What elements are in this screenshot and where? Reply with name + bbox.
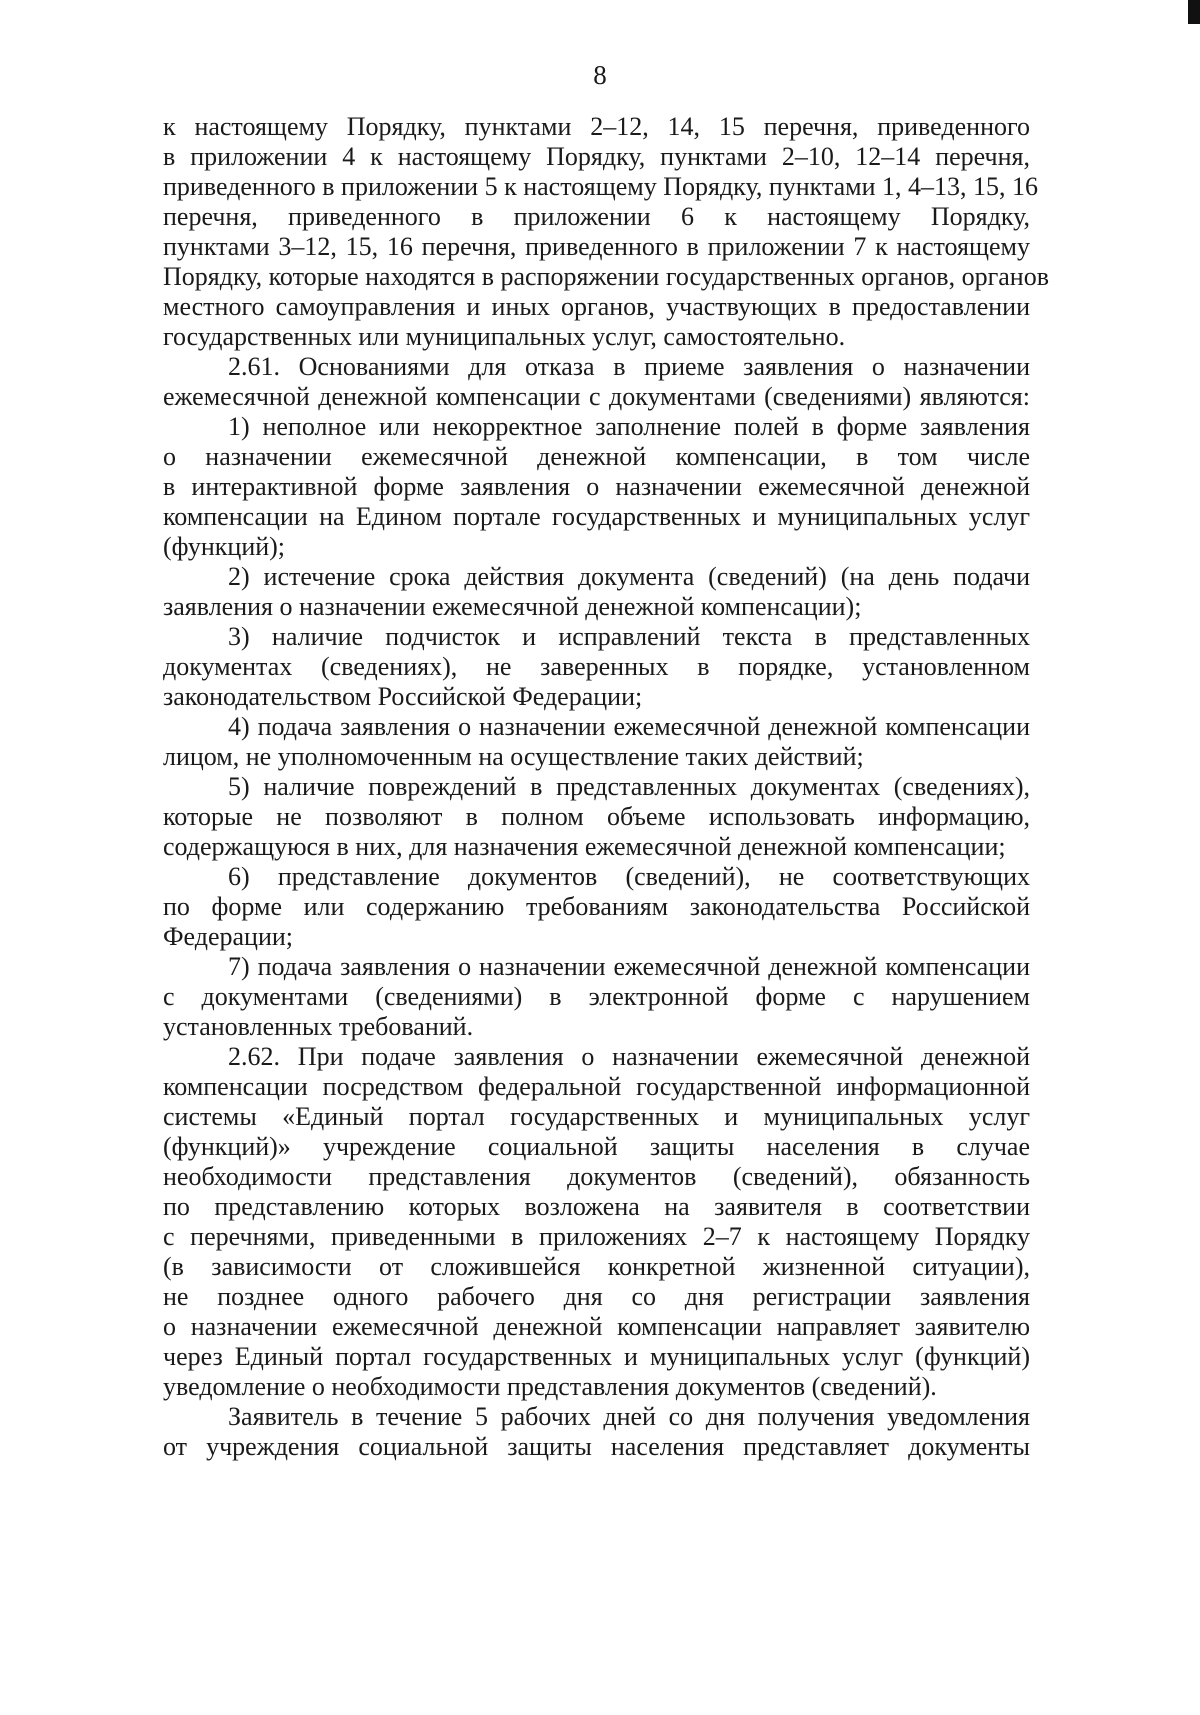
text-line: компенсации посредством федеральной государственной информационной: [163, 1072, 1030, 1101]
scan-edge-mark: [1188, 0, 1200, 24]
text-line: лицом, не уполномоченным на осуществление таких действий;: [163, 742, 864, 771]
text-line: законодательством Российской Федерации;: [163, 682, 643, 711]
text-line: (в зависимости от сложившейся конкретной жизненной ситуации),: [163, 1252, 1030, 1281]
paragraph-start: Заявитель в течение 5 рабочих дней со дня получения уведомления: [228, 1402, 1030, 1431]
list-item-3: 3) наличие подчисток и исправлений текста в представленных: [228, 622, 1030, 651]
text-line: не позднее одного рабочего дня со дня регистрации заявления: [163, 1282, 1030, 1311]
text-line: необходимости представления документов (сведений), обязанность: [163, 1162, 1030, 1191]
text-line: приведенного в приложении 5 к настоящему Порядку, пунктами 1, 4–13, 15, 16: [163, 172, 1039, 201]
text-line: через Единый портал государственных и муниципальных услуг (функций): [163, 1342, 1030, 1371]
text-line: компенсации на Едином портале государственных и муниципальных услуг: [163, 502, 1030, 531]
text-line: уведомление о необходимости представления документов (сведений).: [163, 1372, 937, 1401]
text-line: Федерации;: [163, 922, 294, 951]
text-line: от учреждения социальной защиты населения представляет документы: [163, 1432, 1030, 1461]
text-line: Порядку, которые находятся в распоряжении государственных органов, органов: [163, 262, 1049, 291]
text-line: пунктами 3–12, 15, 16 перечня, приведенного в приложении 7 к настоящему: [163, 232, 1030, 261]
paragraph-start: 2.62. При подаче заявления о назначении ежемесячной денежной: [228, 1042, 1030, 1071]
text-line: местного самоуправления и иных органов, участвующих в предоставлении: [163, 292, 1030, 321]
text-line: перечня, приведенного в приложении 6 к настоящему Порядку,: [163, 202, 1030, 231]
text-line: в приложении 4 к настоящему Порядку, пунктами 2–10, 12–14 перечня,: [163, 142, 1030, 171]
text-line: государственных или муниципальных услуг, самостоятельно.: [163, 322, 846, 351]
list-item-4: 4) подача заявления о назначении ежемесячной денежной компенсации: [228, 712, 1030, 741]
list-item-7: 7) подача заявления о назначении ежемесячной денежной компенсации: [228, 952, 1030, 981]
text-line: в интерактивной форме заявления о назначении ежемесячной денежной: [163, 472, 1030, 501]
text-line: ежемесячной денежной компенсации с документами (сведениями) являются:: [163, 382, 1030, 411]
text-line: о назначении ежемесячной денежной компенсации, в том числе: [163, 442, 1030, 471]
text-line: установленных требований.: [163, 1012, 474, 1041]
text-line: (функций);: [163, 532, 286, 561]
list-item-6: 6) представление документов (сведений), не соответствующих: [228, 862, 1030, 891]
text-line: с перечнями, приведенными в приложениях 2–7 к настоящему Порядку: [163, 1222, 1030, 1251]
list-item-1: 1) неполное или некорректное заполнение полей в форме заявления: [228, 412, 1030, 441]
text-line: (функций)» учреждение социальной защиты населения в случае: [163, 1132, 1030, 1161]
text-line: по форме или содержанию требованиям законодательства Российской: [163, 892, 1030, 921]
text-line: которые не позволяют в полном объеме использовать информацию,: [163, 802, 1030, 831]
page-number: 8: [593, 60, 607, 90]
text-line: документах (сведениях), не заверенных в порядке, установленном: [163, 652, 1030, 681]
text-line: по представлению которых возложена на заявителя в соответствии: [163, 1192, 1030, 1221]
text-line: с документами (сведениями) в электронной форме с нарушением: [163, 982, 1030, 1011]
list-item-2: 2) истечение срока действия документа (сведений) (на день подачи: [228, 562, 1030, 591]
text-line: системы «Единый портал государственных и муниципальных услуг: [163, 1102, 1030, 1131]
paragraph-start: 2.61. Основаниями для отказа в приеме заявления о назначении: [228, 352, 1030, 381]
list-item-5: 5) наличие повреждений в представленных документах (сведениях),: [228, 772, 1030, 801]
text-line: к настоящему Порядку, пунктами 2–12, 14, 15 перечня, приведенного: [163, 112, 1030, 141]
text-line: содержащуюся в них, для назначения ежемесячной денежной компенсации;: [163, 832, 1006, 861]
text-line: о назначении ежемесячной денежной компенсации направляет заявителю: [163, 1312, 1030, 1341]
text-line: заявления о назначении ежемесячной денежной компенсации);: [163, 592, 862, 621]
